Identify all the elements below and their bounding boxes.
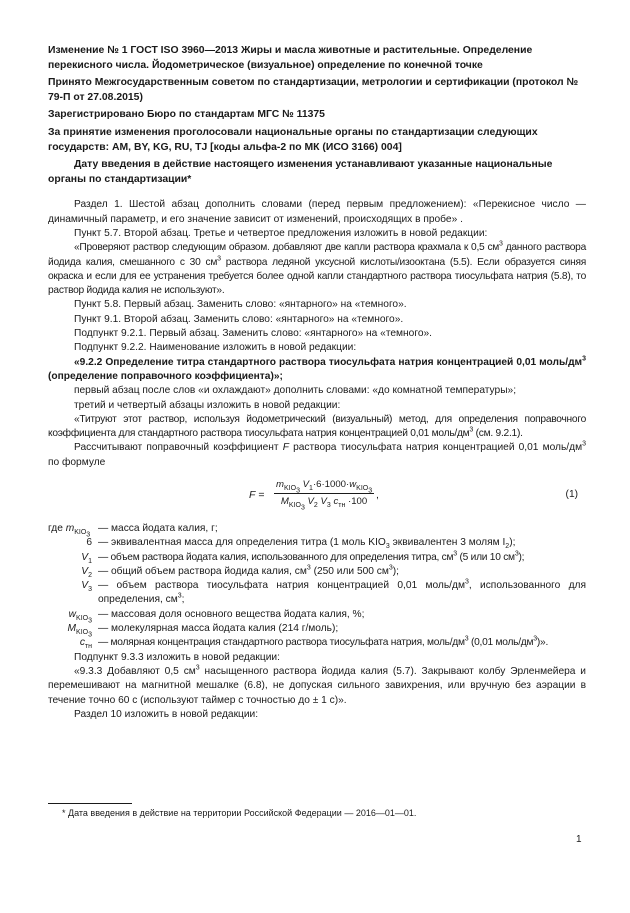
amendment-title: Изменение № 1 ГОСТ ISO 3960—2013 Жиры и масла животные и растительные. Определение перекисного числа. Йодометрическое (визуальное) определение по конечной точке bbox=[48, 45, 533, 71]
para-5-7: Пункт 5.7. Второй абзац. Третье и четвертое предложения изложить в новой редакции: bbox=[74, 227, 488, 239]
var-row: $w_{KIO_3}$ — массовая доля основного вещества йодата калия, %; bbox=[68, 608, 365, 625]
registration-note: Зарегистрировано Бюро по стандартам МГС № 11375 bbox=[48, 109, 325, 121]
variable-list bbox=[48, 522, 586, 651]
page-number: 1 bbox=[576, 834, 582, 845]
formula-numerator: $m_{KIO_3}$ $V_1\cdot 6\cdot 1000\cdot w_{KIO_3}$ bbox=[276, 478, 373, 495]
var-row: где $m_{KIO_3}$ — масса йодата калия, г; bbox=[48, 522, 218, 539]
formula-1: F = $m_{KIO_3}$ $V_1\cdot 6\cdot 1000\cdot w_{KIO_3}$ $M_{KIO_3}$ $V_2$ $V_3$ $c_{тн} \cdot 100$ , (1) bbox=[249, 478, 578, 512]
para-9-1: Пункт 9.1. Второй абзац. Заменить слово: «янтарного» на «темного». bbox=[74, 313, 404, 325]
footnote: * Дата введения в действие на территории Российской Федерации — 2016—01—01. bbox=[62, 808, 417, 818]
var-row: $V_1$ — объем раствора йодата калия, использованного для определения титра, $см^3$ (5 или 10 $см^3$); bbox=[81, 550, 525, 565]
para-section-1: Раздел 1. Шестой абзац дополнить словами (перед первым предложением): «Перекисное число — динамичный параметр, и его значение зависит от изменений, происходящих в пробе» . bbox=[48, 199, 586, 225]
var-row: $M_{KIO_3}$ — молекулярная масса йодата калия (214 г/моль); bbox=[67, 623, 339, 639]
para-calc: Рассчитывают поправочный коэффициент F раствора тиосульфата натрия концентрацией 0,01 моль/$дм^3$ по формуле bbox=[48, 441, 586, 468]
footnote-divider bbox=[48, 803, 132, 804]
formula-lhs: F = bbox=[249, 488, 265, 501]
para-third-fourth: третий и четвертый абзацы изложить в новой редакции: bbox=[74, 399, 341, 411]
document-page bbox=[48, 44, 586, 722]
para-titration: «Титруют этот раствор, используя йодометрический (визуальный) метод, для определения поправочного коэффициента для стандартного раствора тиосульфата натрия концентрацией 0,01 моль/$дм^3$ (см. 9.2.1). bbox=[48, 413, 586, 440]
para-9-2-1: Подпункт 9.2.1. Первый абзац. Заменить слово: «янтарного» на «темного». bbox=[74, 328, 432, 340]
para-9-2-2-title: «9.2.2 Определение титра стандартного раствора тиосульфата натрия концентрацией 0,01 моль/$дм^3$ (определение поправочного коэффициента)»; bbox=[48, 355, 586, 382]
var-row: $V_3$ — объем раствора тиосульфата натрия концентрацией 0,01 моль/$дм^3$, использованного для определения, $см^3$; bbox=[81, 578, 587, 606]
para-5-8: Пункт 5.8. Первый абзац. Заменить слово: «янтарного» на «темного». bbox=[74, 299, 407, 311]
amendment-body bbox=[48, 198, 586, 722]
formula-denominator: $M_{KIO_3}$ $V_2$ $V_3$ $c_{тн} \cdot 100$ bbox=[280, 496, 368, 512]
voting-states: За принятие изменения проголосовали национальные органы по стандартизации следующих государств: AM, BY, KG, RU, TJ [коды альфа-2 по МК (ИСО 3166) 004] bbox=[48, 126, 538, 153]
para-9-3-3: Подпункт 9.3.3 изложить в новой редакции: bbox=[74, 651, 280, 663]
para-9-3-3-text: «9.3.3 Добавляют 0,5 $см^3$ насыщенного раствора йодида калия (5.7). Закрывают колбу Эрленмейера и перемешивают на магнитной мешалке (6.8), не допуская сильного завихрения, или вручную без аэрации в течение точно 60 с (используют таймер с точностью до ± 1 с)». bbox=[48, 664, 586, 706]
effective-date-note: Дату введения в действие настоящего изменения устанавливают указанные национальные органы по стандартизации* bbox=[48, 159, 553, 185]
para-section-10: Раздел 10 изложить в новой редакции: bbox=[74, 708, 259, 720]
var-row: 6 — эквивалентная масса для определения титра (1 моль $KIO_3$ эквивалентен 3 молям $I_2$); bbox=[86, 537, 516, 551]
var-row: $V_2$ — общий объем раствора йодида калия, $см^3$ (250 или 500 $см^3$); bbox=[81, 564, 400, 579]
para-5-7-text: «Проверяют раствор следующим образом. добавляют две капли раствора крахмала к 0,5 $см^3$ данного раствора йодида калия, смешанного с 30 $см^3$ раствора ледяной уксусной кислоты/изооктана (5.5). Если образуется синяя окраска и если для ее устранения требуется более одной капли стандартного раствора тиосульфата натрия (5.8), то раствор йодида калия не используют». bbox=[48, 240, 586, 297]
adopted-by: Принято Межгосударственным советом по стандартизации, метрологии и сертификации (протокол № 79-П от 27.08.2015) bbox=[48, 77, 579, 103]
para-first-paragraph: первый абзац после слов «и охлаждают» дополнить словами: «до комнатной температуры»; bbox=[74, 385, 517, 397]
formula-number: (1) bbox=[565, 488, 578, 500]
var-row: $c_{тн}$ — молярная концентрация стандартного раствора тиосульфата натрия, моль/$дм^3$ (0,01 моль/$дм^3$)». bbox=[79, 635, 549, 651]
formula-fraction bbox=[274, 478, 374, 510]
para-9-2-2: Подпункт 9.2.2. Наименование изложить в новой редакции: bbox=[74, 342, 357, 354]
